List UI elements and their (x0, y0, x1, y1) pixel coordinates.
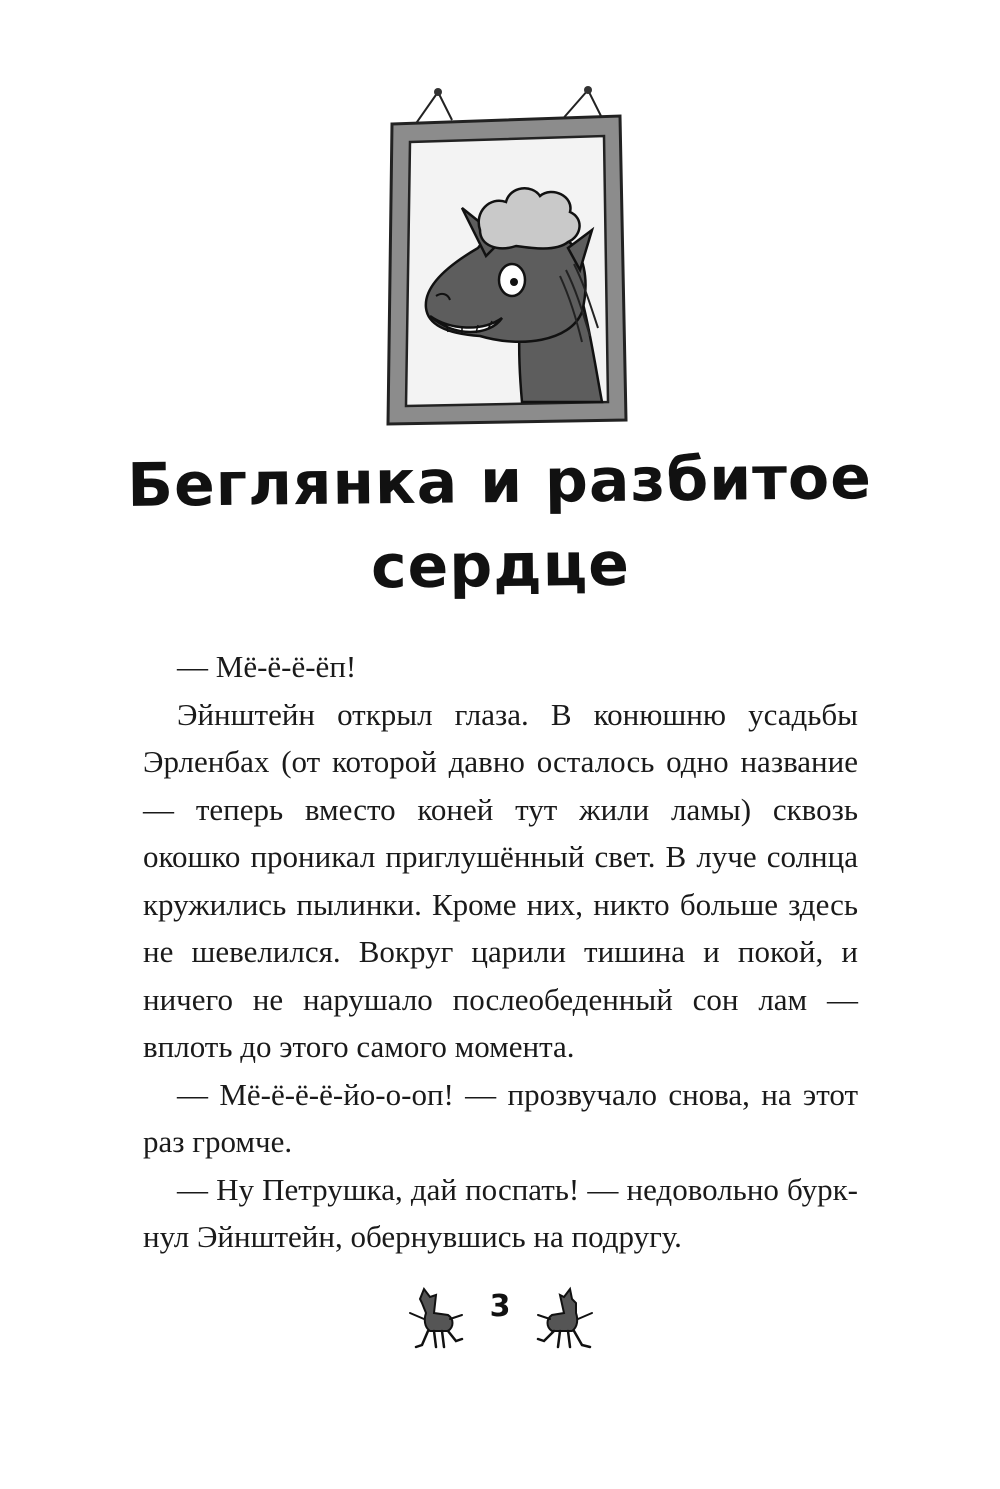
paragraph: — Мё-ё-ё-ё-йо-о-оп! — прозвучало снова, на этот раз громче. (143, 1076, 858, 1159)
chapter-title-line-2: сердце (370, 529, 631, 603)
nail-left (434, 88, 442, 96)
paragraph: Эйнштейн открыл глаза. В конюшню усадьбы Эрленбах (от которой давно осталось одно название — теперь вместо коней тут жили ламы) сквозь окошко проникал приглушённый свет. В луче солнца кружились пылинки. Кроме них, никто больше здесь не шевелился. Вокруг царили тишина и покой, и ничего не нарушало послеобеденный сон лам — вплоть до этого самого момента. (143, 696, 858, 1064)
nail-right (584, 86, 592, 94)
paragraph: — Ну Петрушка, дай поспать! — недовольно буркнул Эйнштейн, обернувшись на подругу. (143, 1171, 858, 1254)
llama-portrait-illustration (370, 80, 640, 440)
dancing-llama-icon (532, 1285, 602, 1355)
dancing-llama-icon (400, 1285, 470, 1355)
chapter-title-line-1: Беглянка и разбитое (126, 443, 873, 521)
page-footer (0, 1285, 1000, 1365)
chapter-body (143, 643, 858, 1261)
llama-pupil (510, 278, 518, 286)
chapter-title (99, 436, 901, 612)
page-number: 3 (489, 1289, 511, 1324)
paragraph: — Мё-ё-ё-ёп! (177, 649, 357, 684)
